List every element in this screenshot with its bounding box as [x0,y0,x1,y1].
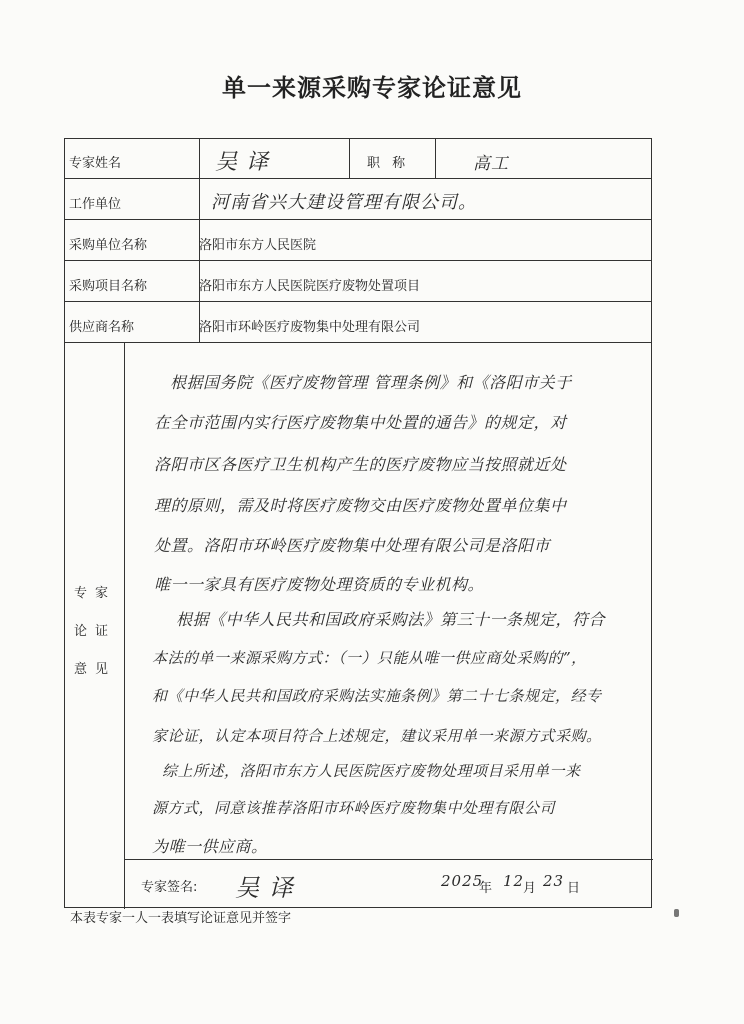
expert-name-value: 吴 译 [215,150,269,175]
form-table [64,138,652,908]
work-unit-label: 工作单位 [69,197,122,212]
opinion-label-line-2: 论证 [73,624,116,639]
row-supplier [65,302,651,343]
opinion-label-cell [65,343,125,909]
signature-day-unit: 日 [567,881,581,896]
signature-year-unit: 年 [479,881,493,896]
signature-month-unit: 月 [523,881,537,896]
opinion-line: 洛阳市区各医疗卫生机构产生的医疗废物应当按照就近处 [154,455,567,474]
divider [435,139,436,179]
opinion-line: 本法的单一来源采购方式：（一）只能从唯一供应商处采购的”， [152,649,587,667]
row-expert-name [65,139,651,179]
supplier-label: 供应商名称 [69,320,135,335]
signature-row [125,859,653,907]
title-label: 职 称 [367,156,410,171]
page-title: 单一来源采购专家论证意见 [222,74,522,102]
opinion-line: 唯一一家具有医疗废物处理资质的专业机构。 [154,575,485,594]
opinion-line: 家论证，认定本项目符合上述规定，建议采用单一来源方式采购。 [152,727,602,745]
opinion-label-line-3: 意见 [73,662,116,677]
purchaser-label: 采购单位名称 [69,238,148,253]
opinion-line: 根据《中华人民共和国政府采购法》第三十一条规定，符合 [176,610,606,629]
opinion-line: 和《中华人民共和国政府采购法实施条例》第二十七条规定，经专 [152,687,602,705]
opinion-label-line-1: 专家 [73,586,116,601]
signature-day: 23 [543,872,565,890]
project-value: 洛阳市东方人民医院医疗废物处置项目 [199,279,421,294]
footnote: 本表专家一人一表填写论证意见并签字 [70,911,292,926]
project-label: 采购项目名称 [69,279,148,294]
signature-year: 2025 [441,872,484,890]
signature-name: 吴 译 [235,874,294,902]
opinion-line: 综上所述，洛阳市东方人民医院医疗废物处理项目采用单一来 [162,762,581,780]
opinion-line: 源方式，同意该推荐洛阳市环岭医疗废物集中处理有限公司 [152,799,556,817]
expert-name-label: 专家姓名 [69,156,122,171]
signature-label: 专家签名: [141,880,198,895]
opinion-line: 根据国务院《医疗废物管理 管理条例》和《洛阳市关于 [170,373,572,392]
scan-mark [674,909,679,917]
row-purchaser [65,220,651,261]
opinion-line: 处置。洛阳市环岭医疗废物集中处理有限公司是洛阳市 [154,536,551,555]
work-unit-value: 河南省兴大建设管理有限公司。 [211,192,477,213]
title-value: 高工 [473,154,509,174]
divider [349,139,350,179]
row-project [65,261,651,302]
opinion-line: 为唯一供应商。 [152,837,268,856]
row-work-unit [65,179,651,220]
opinion-line: 理的原则，需及时将医疗废物交由医疗废物处置单位集中 [154,496,567,515]
purchaser-value: 洛阳市东方人民医院 [199,238,317,253]
supplier-value: 洛阳市环岭医疗废物集中处理有限公司 [199,320,421,335]
signature-month: 12 [503,872,525,890]
opinion-line: 在全市范围内实行医疗废物集中处置的通告》的规定，对 [154,413,567,432]
